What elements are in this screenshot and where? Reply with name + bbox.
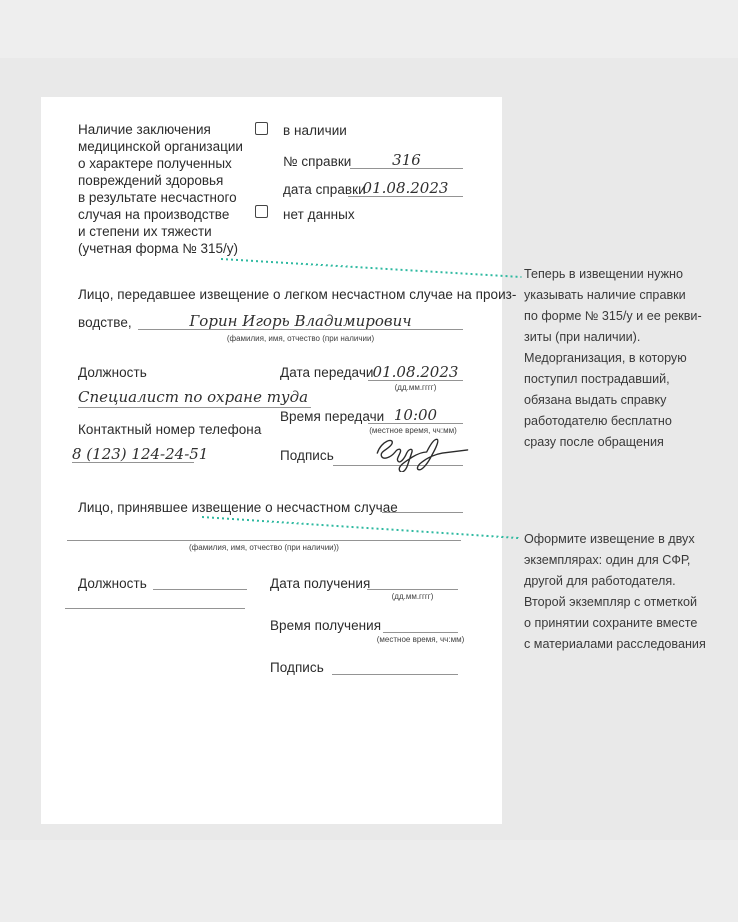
receive-date-caption: (дд.мм.гггг) xyxy=(391,592,434,601)
annotation-1-line: по форме № 315/у и ее рекви- xyxy=(524,309,702,323)
annotation-2-line: с материалами расследования xyxy=(524,637,706,651)
sender-phone-value: 8 (123) 124-24-51 xyxy=(72,445,209,463)
ref-number-label: № справки xyxy=(283,154,352,169)
sender-name-field: Горин Игорь Владимирович xyxy=(138,313,463,330)
receive-time-label: Время получения xyxy=(270,618,382,633)
checkbox-no-data-label: нет данных xyxy=(283,207,355,222)
receiver-title: Лицо, принявшее извещение о несчастном случае xyxy=(78,500,398,515)
checkbox-present xyxy=(255,122,268,135)
transfer-date-field: 01.08.2023 xyxy=(368,364,463,381)
annotation-1-line: Медорганизация, в которую xyxy=(524,351,687,365)
medical-label-line: и степени их тяжести xyxy=(78,224,212,239)
document-page xyxy=(41,97,517,824)
receive-time-line xyxy=(383,632,458,633)
receiver-name-line-long xyxy=(67,540,461,541)
medical-label-line: в результате несчастного xyxy=(78,190,237,205)
medical-label-line: (учетная форма № 315/у) xyxy=(78,241,238,256)
receiver-signature-label: Подпись xyxy=(270,660,324,675)
receiver-position-line1 xyxy=(153,589,247,590)
receive-date-line xyxy=(367,589,458,590)
sender-title-line2: водстве, xyxy=(78,315,132,330)
ref-date-field: 01.08.2023 xyxy=(348,180,463,197)
annotation-2 xyxy=(524,529,714,655)
medical-label-line: о характере полученных xyxy=(78,156,232,171)
annotation-2-line: Второй экземпляр с отметкой xyxy=(524,595,698,609)
receiver-name-caption: (фамилия, имя, отчество (при наличии)) xyxy=(189,543,339,552)
annotation-1-line: Теперь в извещении нужно xyxy=(524,267,683,281)
annotation-2-line: Оформите извещение в двух xyxy=(524,532,695,546)
sender-name-caption: (фамилия, имя, отчество (при наличии) xyxy=(226,334,375,343)
transfer-time-caption: (местное время, чч:мм) xyxy=(369,426,457,435)
ref-date-label: дата справки xyxy=(283,182,366,197)
annotation-1-line: указывать наличие справки xyxy=(524,288,686,302)
sender-phone-label: Контактный номер телефона xyxy=(78,422,262,437)
annotation-1-line: зиты (при наличии). xyxy=(524,330,641,344)
transfer-date-label: Дата передачи xyxy=(280,365,374,380)
receiver-position-line2 xyxy=(65,608,245,609)
receive-time-caption: (местное время, чч:мм) xyxy=(376,635,465,644)
annotation-1 xyxy=(524,264,714,453)
transfer-time-label: Время передачи xyxy=(280,409,385,424)
annotation-2-line: о принятии сохраните вместе xyxy=(524,616,698,630)
annotation-1-line: поступил пострадавший, xyxy=(524,372,670,386)
annotation-2-line: другой для работодателя. xyxy=(524,574,676,588)
checkbox-present-label: в наличии xyxy=(283,123,347,138)
checkbox-no-data xyxy=(255,205,268,218)
ref-number-field: 316 xyxy=(350,152,463,169)
medical-label-line: случая на производстве xyxy=(78,207,230,222)
background-top-band xyxy=(0,0,738,58)
sender-signature-label: Подпись xyxy=(280,448,334,463)
annotation-1-line: сразу после обращения xyxy=(524,435,664,449)
receiver-signature-line xyxy=(332,674,458,675)
transfer-date-caption: (дд.мм.гггг) xyxy=(394,383,437,392)
receiver-position-label: Должность xyxy=(78,576,147,591)
annotation-1-line: обязана выдать справку xyxy=(524,393,667,407)
signature-image xyxy=(371,432,476,472)
annotation-2-line: экземплярах: один для СФР, xyxy=(524,553,691,567)
receive-date-label: Дата получения xyxy=(270,576,371,591)
transfer-time-field: 10:00 xyxy=(368,407,463,424)
medical-label-line: Наличие заключения xyxy=(78,122,211,137)
sender-position-label: Должность xyxy=(78,365,147,380)
receiver-name-line-short xyxy=(382,512,463,513)
medical-label-line: повреждений здоровья xyxy=(78,173,224,188)
background-bottom-band xyxy=(0,840,738,922)
sender-title-line1: Лицо, передавшее извещение о легком несчастном случае на произ- xyxy=(78,287,517,302)
sender-position-value: Специалист по охране туда xyxy=(78,388,311,408)
medical-label-line: медицинской организации xyxy=(78,139,243,154)
annotation-1-line: работодателю бесплатно xyxy=(524,414,672,428)
